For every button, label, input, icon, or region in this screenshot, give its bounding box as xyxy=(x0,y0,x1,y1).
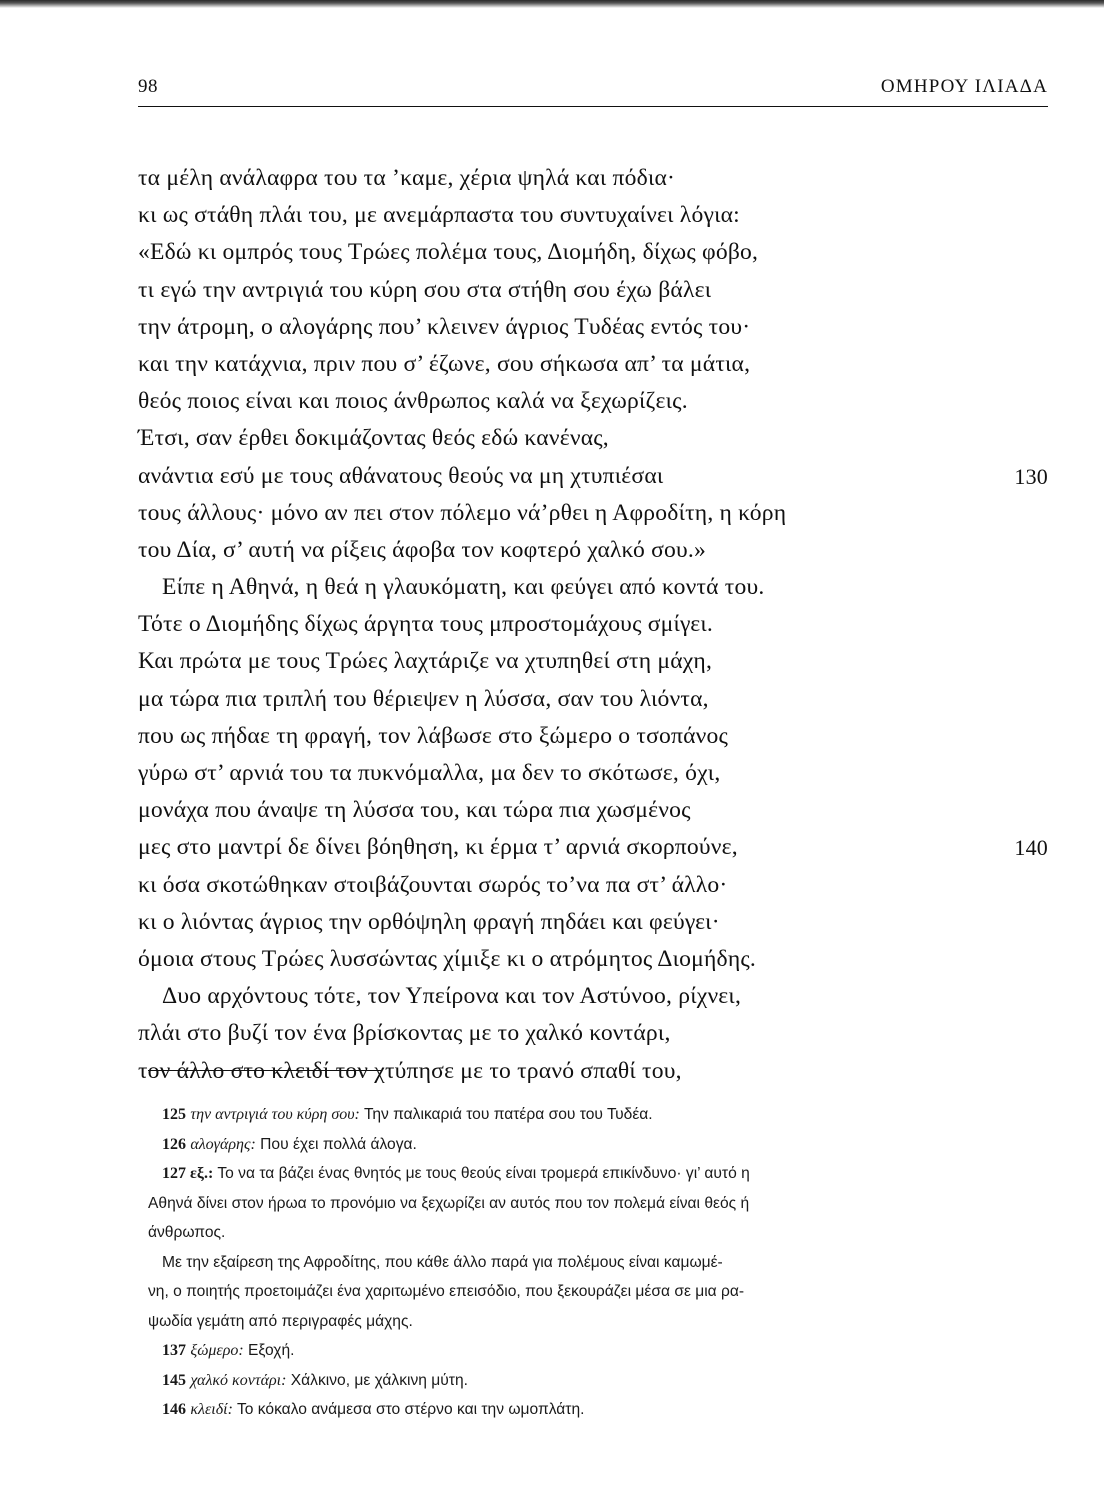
header-rule xyxy=(138,106,1048,107)
footnote-text: Εξοχή. xyxy=(243,1342,295,1359)
footnote-text: Την παλικαριά του πατέρα σου του Τυδέα. xyxy=(359,1106,653,1123)
footnote-term: κλειδί: xyxy=(190,1401,233,1418)
verse-line xyxy=(138,1053,1048,1090)
running-title: ΟΜΗΡΟΥ ΙΛΙΑΔΑ xyxy=(880,76,1048,97)
footnote-line xyxy=(148,1218,988,1248)
verse-line xyxy=(138,309,1048,346)
verse-text: ανάντια εσύ με τους αθάνατους θεούς να μη χτυπιέσαι xyxy=(138,462,664,489)
verse-text: γύρω στ’ αρνιά του τα πυκνόμαλλα, μα δεν το σκότωσε, όχι, xyxy=(138,760,721,786)
verse-text: του Δία, σ’ αυτή να ρίξεις άφοβα τον κοφτερό χαλκό σου.» xyxy=(138,536,707,563)
verse-text: τα μέλη ανάλαφρα του τα ’καμε, χέρια ψηλά και πόδια· xyxy=(138,165,676,191)
footnote-text: Αθηνά δίνει στον ήρωα το προνόμιο να ξεχωρίζει αν αυτός που τον πολεμά είναι θεός ή xyxy=(148,1194,750,1212)
verse-text: «Εδώ κι ομπρός τους Τρώες πολέμα τους, Διομήδη, δίχως φόβο, xyxy=(138,239,759,266)
scan-top-edge xyxy=(0,0,1104,8)
footnote-separator xyxy=(148,1070,382,1071)
verse-text: Και πρώτα με τους Τρώες λαχτάριζε να χτυπηθεί στη μάχη, xyxy=(138,648,713,675)
verse-text: και την κατάχνια, πριν που σ’ έζωνε, σου σήκωσα απ’ τα μάτια, xyxy=(138,350,751,377)
footnote-line xyxy=(162,1366,988,1396)
footnote-term: αλογάρης: xyxy=(190,1135,256,1153)
verse-line xyxy=(138,569,1048,606)
verse-line xyxy=(138,792,1048,829)
verse-line xyxy=(138,643,1048,680)
footnote-number: 125 xyxy=(162,1106,186,1123)
verse-text: Τότε ο Διομήδης δίχως άργητα τους μπροστομάχους σμίγει. xyxy=(138,611,714,638)
footnote-line xyxy=(148,1189,988,1219)
verse-line xyxy=(138,532,1048,569)
footnote-text: Το κόκαλο ανάμεσα στο στέρνο και την ωμοπλάτη. xyxy=(232,1401,585,1418)
footnote-line xyxy=(162,1248,988,1278)
verse-line xyxy=(138,458,1048,495)
verse-text: τι εγώ την αντριγιά του κύρη σου στα στήθη σου έχω βάλει xyxy=(138,276,712,303)
footnote-number: 137 xyxy=(162,1342,186,1359)
footnote-text: Χάλκινο, με χάλκινη μύτη. xyxy=(286,1371,468,1389)
footnote-line xyxy=(162,1159,988,1189)
verse-text: όμοια στους Τρώες λυσσώντας χίμιξε κι ο ατρόμητος Διομήδης. xyxy=(138,945,757,972)
page-number: 98 xyxy=(138,76,158,97)
footnote-line xyxy=(162,1130,988,1160)
verse-text: κι ως στάθη πλάι του, με ανεμάρπαστα του συντυχαίνει λόγια: xyxy=(138,202,740,229)
footnote-text: νη, ο ποιητής προετοιμάζει ένα χαριτωμένο επεισόδιο, που ξεκουράζει μέσα σε μια ρα- xyxy=(148,1283,745,1300)
footnote-text: Το να τα βάζει ένας θνητός με τους θεούς είναι τρομερά επικίνδυνο· γι’ αυτό η xyxy=(217,1165,750,1182)
verse-line xyxy=(138,1015,1048,1052)
verse-block xyxy=(138,160,1048,1090)
verse-text: μονάχα που άναψε τη λύσσα του, και τώρα πια χωσμένος xyxy=(138,797,691,824)
verse-line xyxy=(138,978,1048,1015)
verse-line xyxy=(138,160,1048,197)
verse-text: κι ο λιόντας άγριος την ορθόψηλη φραγή πηδάει και φεύγει· xyxy=(138,908,720,935)
verse-line xyxy=(138,681,1048,718)
footnote-line xyxy=(162,1395,988,1425)
footnote-term: χαλκό κοντάρι: xyxy=(190,1371,287,1389)
verse-line xyxy=(138,829,1048,866)
footnote-term: ξώμερο: xyxy=(190,1342,244,1359)
verse-text: κι όσα σκοτώθηκαν στοιβάζουνται σωρός το’να πα στ’ άλλο· xyxy=(138,871,728,898)
verse-line xyxy=(138,197,1048,234)
verse-line xyxy=(138,606,1048,643)
footnote-line xyxy=(148,1277,988,1307)
verse-line xyxy=(138,495,1048,532)
verse-text: μα τώρα πια τριπλή του θέριεψεν η λύσσα, σαν του λιόντα, xyxy=(138,685,709,712)
verse-line xyxy=(138,718,1048,755)
footnote-line xyxy=(162,1100,988,1130)
footnote-text: Με την εξαίρεση της Αφροδίτης, που κάθε άλλο παρά για πολέμους είναι καμωμέ- xyxy=(162,1253,723,1271)
footnote-text: Που έχει πολλά άλογα. xyxy=(255,1135,417,1153)
line-number: 130 xyxy=(1014,463,1048,489)
verse-line xyxy=(138,346,1048,383)
page-header xyxy=(138,76,1048,106)
verse-line xyxy=(138,755,1048,792)
verse-text: Είπε η Αθηνά, η θεά η γλαυκόματη, και φεύγει από κοντά του. xyxy=(162,574,765,601)
footnote-line xyxy=(148,1307,988,1337)
footnote-number: 146 xyxy=(162,1401,186,1418)
footnote-number: 127 εξ.: xyxy=(162,1165,214,1182)
footnote-term: την αντριγιά του κύρη σου: xyxy=(190,1106,360,1123)
verse-text: Έτσι, σαν έρθει δοκιμάζοντας θεός εδώ κανένας, xyxy=(138,425,609,452)
verse-line xyxy=(138,234,1048,271)
verse-text: πλάι στο βυζί τον ένα βρίσκοντας με το χαλκό κοντάρι, xyxy=(138,1020,671,1047)
footnote-text: άνθρωπος. xyxy=(148,1224,226,1241)
footnotes-block xyxy=(148,1100,988,1425)
verse-text: που ως πήδαε τη φραγή, τον λάβωσε στο ξώμερο ο τσοπάνος xyxy=(138,722,729,749)
verse-text: τους άλλους· μόνο αν πει στον πόλεμο νά’ρθει η Αφροδίτη, η κόρη xyxy=(138,499,787,526)
verse-text: Δυο αρχόντους τότε, τον Υπείρονα και τον Αστύνοο, ρίχνει, xyxy=(162,983,742,1010)
verse-line xyxy=(138,272,1048,309)
footnote-number: 145 xyxy=(162,1371,186,1389)
verse-text: θεός ποιος είναι και ποιος άνθρωπος καλά να ξεχωρίζεις. xyxy=(138,388,688,415)
footnote-line xyxy=(162,1336,988,1366)
footnote-number: 126 xyxy=(162,1135,186,1153)
verse-text: την άτρομη, ο αλογάρης που’ κλεινεν άγριος Τυδέας εντός του· xyxy=(138,313,751,340)
verse-text: μες στο μαντρί δε δίνει βόηθηση, κι έρμα τ’ αρνιά σκορπούνε, xyxy=(138,834,738,861)
verse-line xyxy=(138,904,1048,941)
verse-line xyxy=(138,383,1048,420)
verse-line xyxy=(138,941,1048,978)
verse-line xyxy=(138,867,1048,904)
verse-text: τον άλλο στο κλειδί τον χτύπησε με το τρανό σπαθί του, xyxy=(138,1057,682,1084)
verse-line xyxy=(138,420,1048,457)
line-number: 140 xyxy=(1014,835,1048,861)
footnote-text: ψωδία γεμάτη από περιγραφές μάχης. xyxy=(148,1312,413,1330)
